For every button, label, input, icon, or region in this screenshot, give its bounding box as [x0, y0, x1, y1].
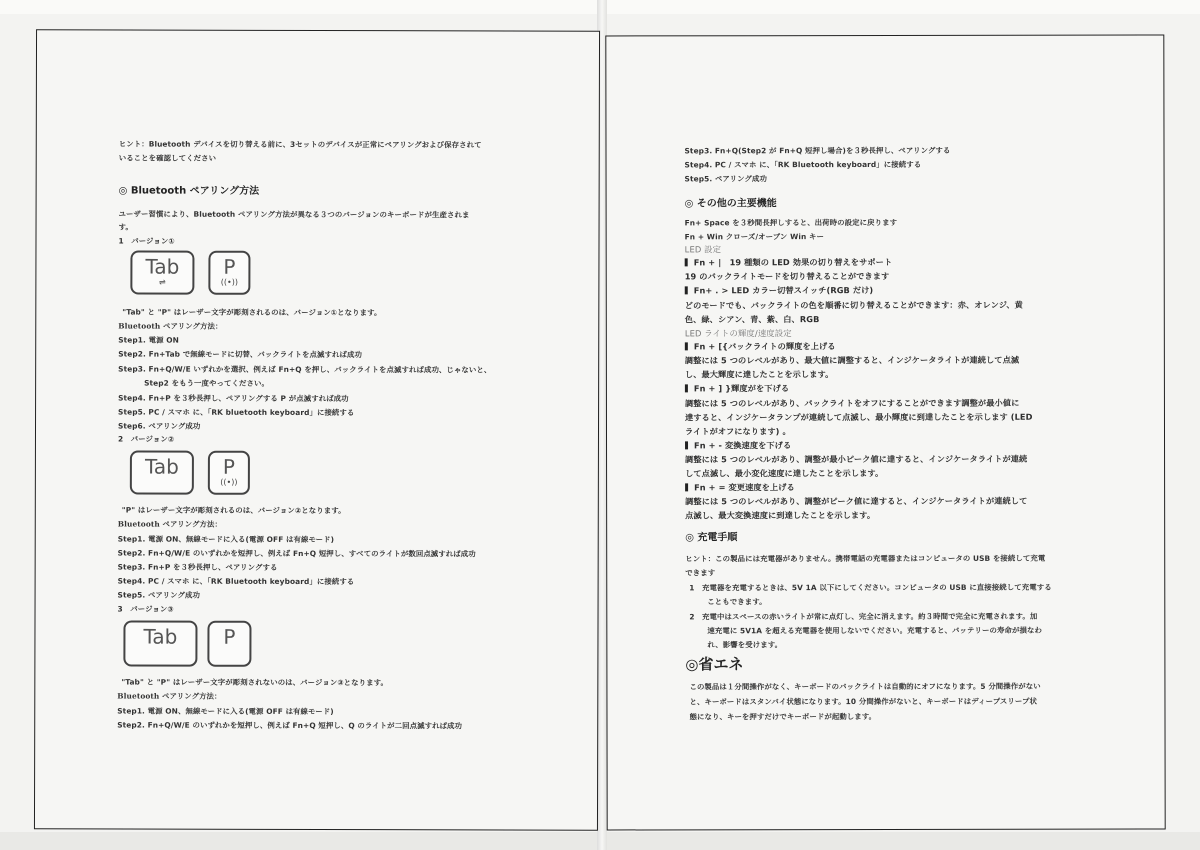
step: Step1. 電源 ON [118, 335, 179, 345]
switch-arrows-icon: ⇌ [159, 277, 166, 287]
p-key-illustration [208, 451, 250, 495]
key-label: Tab [144, 454, 179, 479]
eco-text: この製品は１分間操作がなく、キーボードのバックライトは自動的にオフになります。5 分間操作がない [689, 681, 1041, 692]
feature-desc: して点滅し、最小変化速度に達したことを示します。 [685, 468, 884, 479]
feature-text: Fn + Win クローズ/オープン Win キー [684, 232, 825, 242]
step: Step2. Fn+Q/W/E のいずれかを短押し、例えば Fn+Q 短押し、すべてのライトが数回点滅すれば成功 [117, 548, 476, 559]
step: Step4. Fn+P を３秒長押し、ペアリングする P が点滅すれば成功 [118, 393, 349, 404]
charge-item: こともできます。 [707, 597, 767, 607]
feature-desc: 色、緑、シアン、青、紫、白、RGB [684, 314, 820, 325]
feature-title-text: Fn + - 変換速度を下げる [694, 440, 792, 451]
hint-text: ヒント：Bluetooth デバイスを切り替える前に、3セットのデバイスが正常にペアリングおよび保存されて [118, 139, 482, 150]
step: Step3. Fn+Q(Step2 が Fn+Q 短押し場合)を３秒長押し、ペアリングする [684, 145, 951, 156]
step: Step6. ペアリング成功 [117, 421, 201, 431]
eco-text: 態になり、キーを押すだけでキーボードが起動します。 [689, 712, 877, 722]
feature-desc: 点滅し、最大変換速度に到達したことを示します。 [685, 510, 876, 521]
p-key-illustration [207, 621, 251, 667]
bullet-bar [685, 258, 688, 266]
eco-text: と、キーボードはスタンバイ状態になります。10 分間操作がないと、キーボードはディープスリープ状 [689, 696, 1037, 707]
method-label: Bluetooth ペアリング方法： [117, 691, 222, 701]
p-key-illustration [208, 251, 250, 295]
feature-desc: どのモードでも、バックライトの色を順番に切り替えることができます：赤、オレンジ、黄 [684, 299, 1023, 311]
feature-title-text: Fn + = 変更速度を上げる [694, 482, 795, 493]
step: Step4. PC / スマホ に、「RK Bluetooth keyboard」に接続する [117, 576, 355, 587]
step: Step2. Fn+Q/W/E のいずれかを短押し、例えば Fn+Q 短押し、Q のライトが二回点滅すれば成功 [117, 720, 463, 731]
step: Step3. Fn+Q/W/E いずれかを選択、例えば Fn+Q を押し、バックライトを点滅すれば成功、じゃないと、 [118, 364, 492, 375]
intro-text: す。 [118, 222, 133, 232]
version-2-heading: 2 バージョン② [117, 434, 175, 444]
feature-title-text: Fn+ . > LED カラー切替スイッチ(RGB だけ) [693, 285, 874, 296]
key-label: Tab [145, 254, 180, 279]
charge-item: 速充電に 5V1A を超える充電器を使用しないでください。充電すると、バッテリーの寿命が損なわ [707, 625, 1042, 636]
method-label: Bluetooth ペアリング方法： [118, 321, 223, 331]
feature-text: Fn+ Space を３秒間長押しすると、出荷時の設定に戻ります [684, 217, 898, 228]
feature-desc: ライトがオフになります) 。 [684, 426, 791, 437]
charge-item: 2 充電中はスペースの赤いライトが常に点灯し、完全に消えます。約３時間で完全に充電されます。加 [689, 611, 1038, 622]
key-label: P [223, 254, 236, 279]
key-label: P [222, 454, 235, 479]
feature-title-text: Fn + [{バックライトの輝度を上げる [693, 341, 836, 352]
method-label: Bluetooth ペアリング方法： [117, 519, 223, 529]
step: Step2. Fn+Tab で無線モードに切替、バックライトを点滅すれば成功 [118, 349, 363, 360]
step: Step3. Fn+P を３秒長押し、ペアリングする [117, 562, 278, 572]
feature-desc: 達すると、インジケータランプが連続して点滅し、最小輝度に到達したことを示します (LED [684, 411, 1033, 423]
feature-title [685, 285, 874, 296]
feature-desc: 調整には 5 つのレベルがあり、バックライトをオフにすることができます調整が最小値に [684, 397, 1020, 409]
section-title: ◎ 充電手順 [685, 532, 738, 544]
subheading: LED 設定 [684, 244, 722, 255]
feature-title [685, 440, 791, 451]
tab-key-illustration [130, 251, 194, 295]
subheading: LED ライトの輝度/速度設定 [684, 328, 792, 339]
bullet-bar [685, 441, 688, 449]
hint-text: いることを確認してください [118, 153, 217, 163]
version-note: "P" はレーザー文字が彫刻されるのは、バージョン②となります。 [121, 505, 346, 516]
section-title: ◎ Bluetooth ペアリング方法 [118, 185, 260, 197]
step: Step1. 電源 ON、無線モードに入る(電源 OFF は有線モード) [117, 534, 335, 545]
feature-desc: し、最大輝度に達したことを示します。 [684, 369, 834, 380]
key-label: P [223, 624, 236, 649]
step: Step1. 電源 ON、無線モードに入る(電源 OFF は有線モード) [117, 706, 334, 717]
tab-key-illustration [130, 451, 194, 495]
charge-text: ヒント：この製品には充電器がありません。携帯電話の充電器またはコンピュータの USB を接続して充電 [685, 553, 1046, 564]
feature-title [685, 383, 789, 394]
key-label: Tab [143, 624, 178, 649]
version-note: "Tab" と "P" はレーザー文字が彫刻されないのは、バージョン③となります。 [121, 677, 389, 688]
charge-item: れ、影響を受けます。 [707, 640, 783, 650]
step: Step5. ペアリング成功 [117, 590, 200, 600]
wireless-icon: ((•)) [220, 477, 238, 487]
feature-title-text: Fn + | 19 種類の LED 効果の切り替えをサポート [693, 256, 893, 268]
bullet-bar [685, 342, 688, 350]
feature-title-text: Fn + ] }輝度がを下げる [693, 383, 790, 394]
bullet-bar [685, 286, 688, 294]
feature-title [685, 482, 795, 493]
feature-desc: 調整には 5 つのレベルがあり、調整がピーク値に達すると、インジケータライトが連続して [685, 495, 1028, 507]
feature-title [685, 341, 836, 352]
step: Step2 をもう一度やってください。 [144, 378, 269, 388]
bullet-bar [685, 384, 688, 392]
charge-text: できます [685, 568, 716, 578]
feature-desc: 調整には 5 つのレベルがあり、最大値に調整すると、インジケータライトが連続して点滅 [684, 354, 1020, 366]
feature-desc: 調整には 5 つのレベルがあり、調整が最小ピーク値に達すると、インジケータライトが連続 [685, 453, 1028, 465]
bullet-bar [685, 483, 688, 491]
version-3-heading: 3 バージョン③ [117, 604, 174, 614]
wireless-icon: ((•)) [220, 277, 238, 287]
right-page [605, 35, 1165, 831]
feature-desc: 19 のバックライトモードを切り替えることができます [684, 270, 890, 282]
step: Step5. PC / スマホ に、「RK bluetooth keyboard」に接続する [118, 407, 355, 418]
section-title: ◎省エネ [685, 655, 744, 674]
step: Step5. ペアリング成功 [684, 174, 767, 184]
step: Step4. PC / スマホ に、「RK Bluetooth keyboard」に接続する [684, 159, 922, 170]
feature-title [685, 257, 893, 268]
charge-item: 1 充電器を充電するときは、5V 1A 以下にしてください。コンピュータの USB に直接接続して充電する [689, 582, 1052, 593]
version-1-heading: 1 バージョン① [118, 236, 175, 246]
version-note: "Tab" と "P" はレーザー文字が彫刻されるのは、バージョン①となります。 [122, 307, 382, 318]
tab-key-illustration [123, 620, 197, 666]
section-title: ◎ その他の主要機能 [684, 198, 777, 210]
intro-text: ユーザー習慣により、Bluetooth ペアリング方法が異なる３つのバージョンのキーボードが生産されま [118, 209, 470, 220]
left-page [34, 29, 600, 830]
